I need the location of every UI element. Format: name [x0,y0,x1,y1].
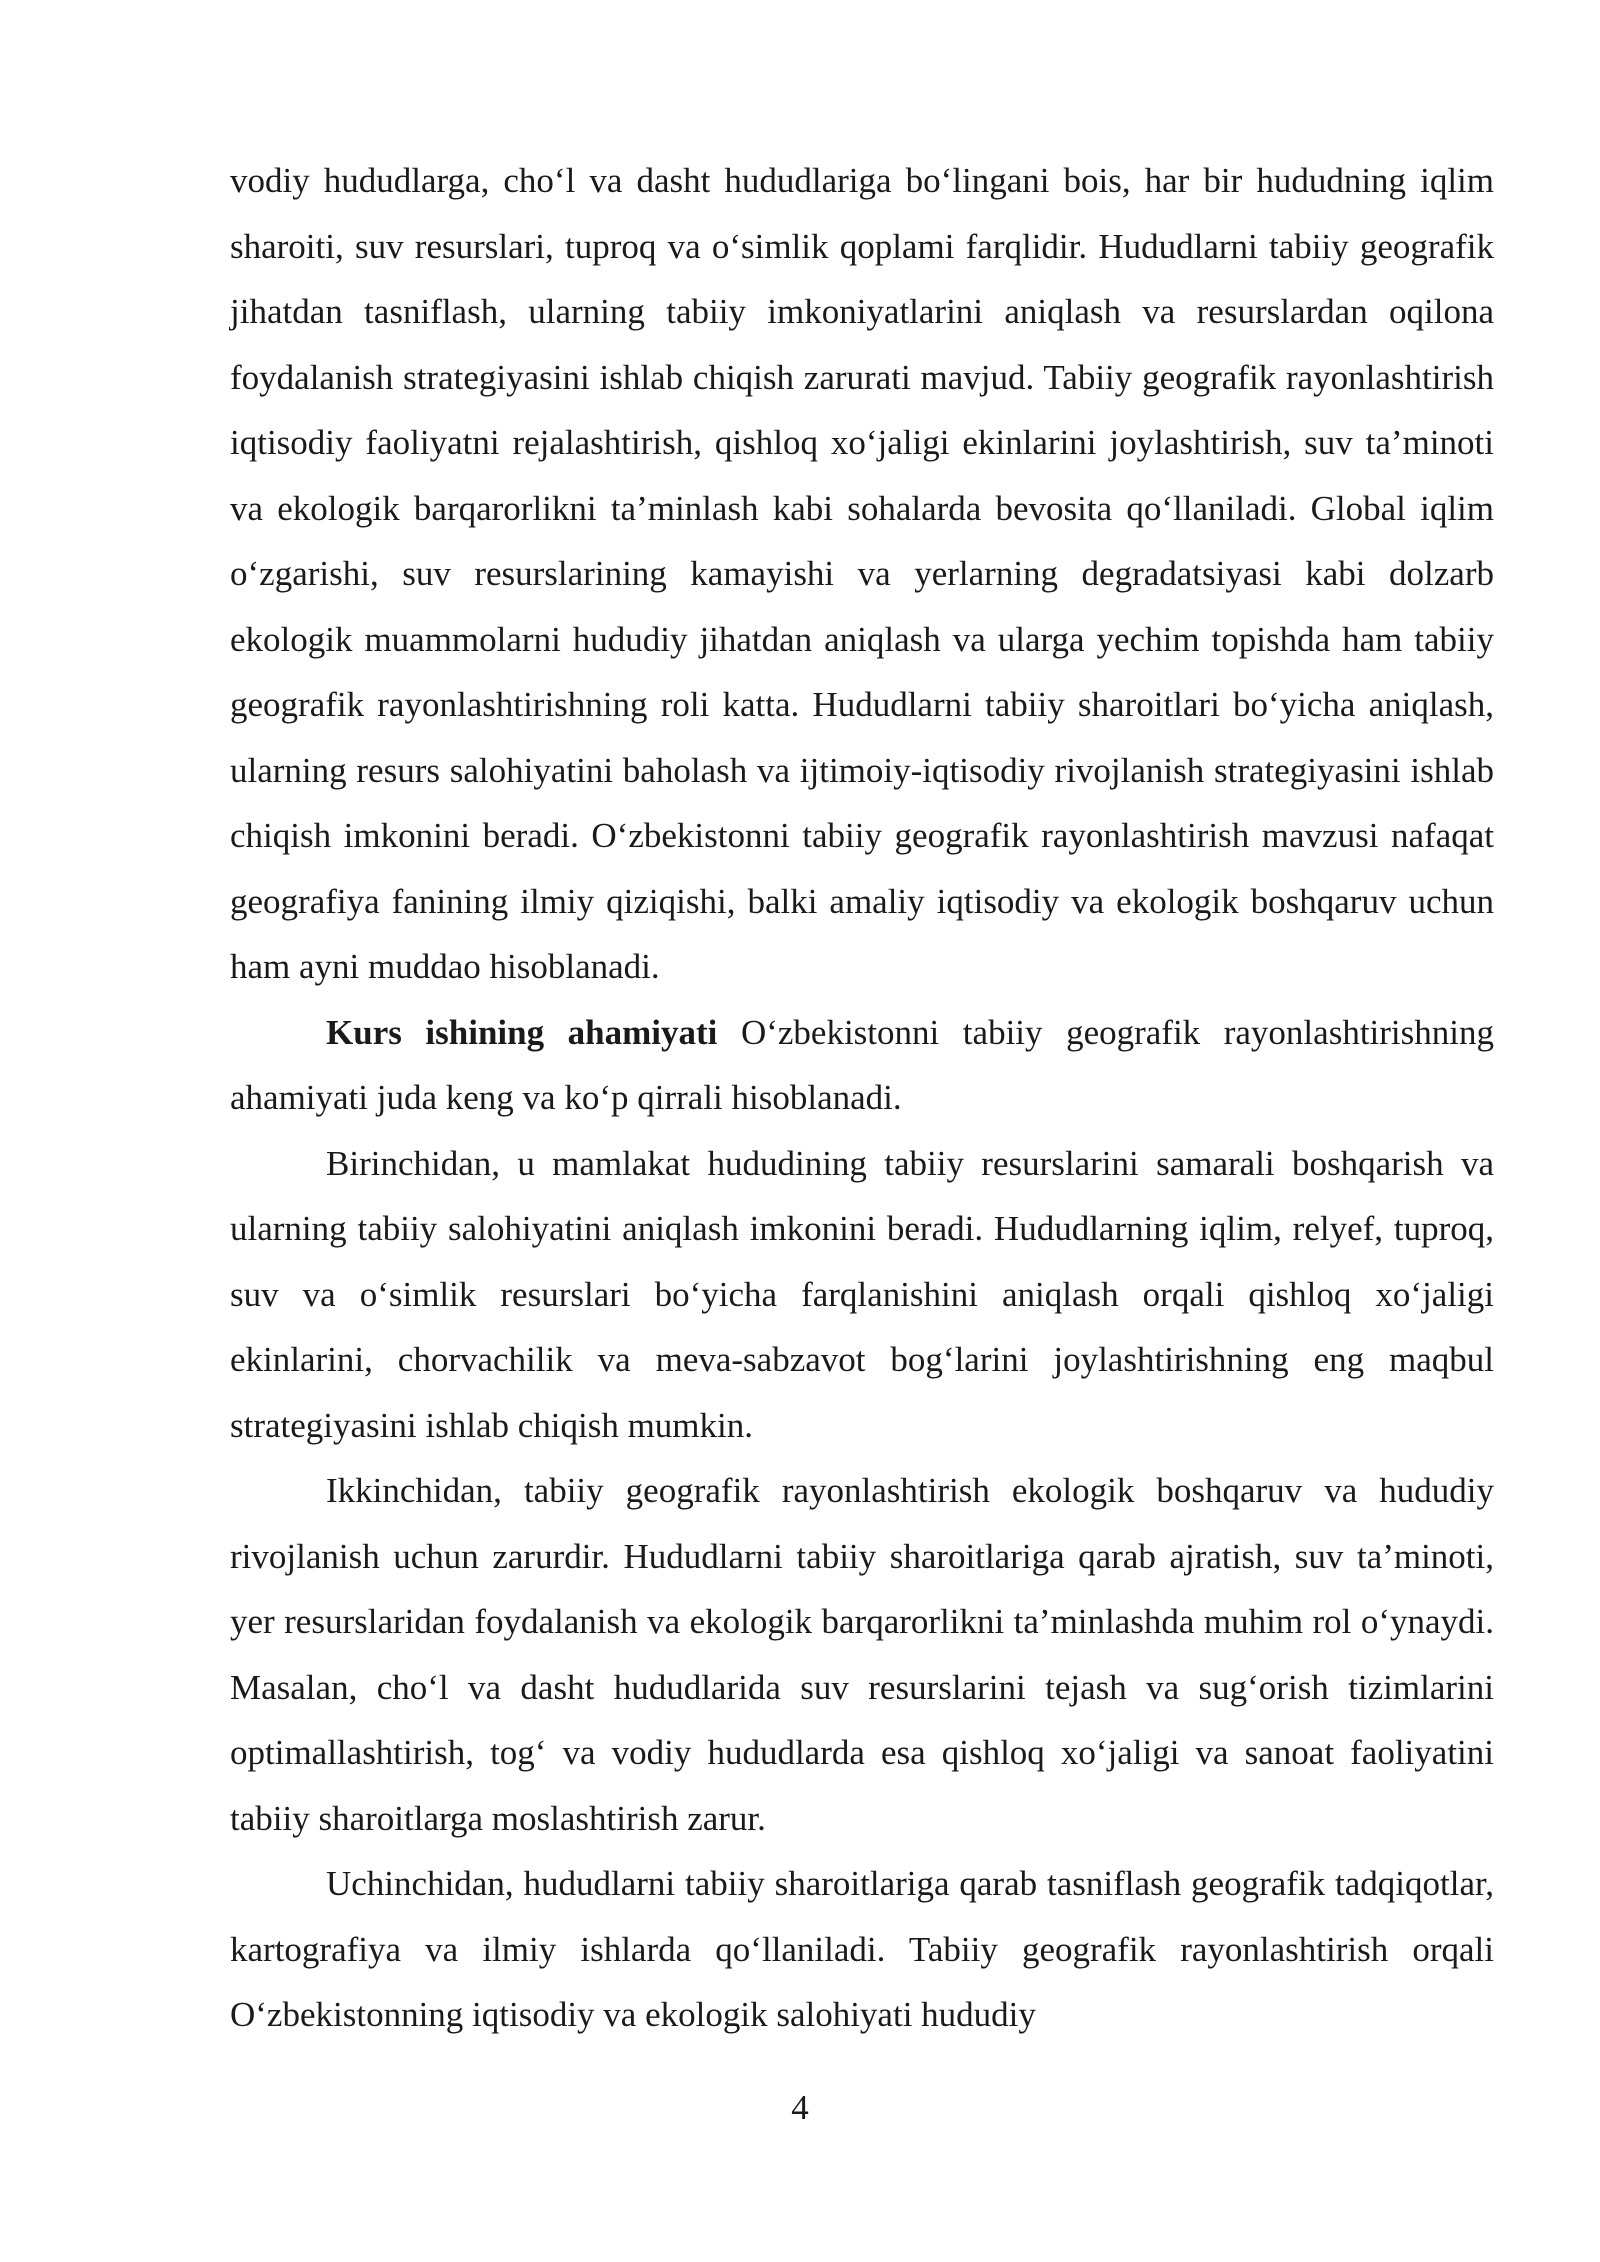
paragraph-course-significance [230,1000,1494,1131]
paragraph-text: Ikkinchidan, tabiiy geografik rayonlashtirish ekologik boshqaruv va hududiy rivojlanish uchun zarurdir. Hududlarni tabiiy sharoitlariga qarab ajratish, suv ta’minoti, yer resurslaridan foydalanish va ekologik barqarorlikni ta’minlashda muhim rol o‘ynaydi. Masalan, cho‘l va dasht hududlarida suv resurslarini tejash va sug‘orish tizimlarini optimallashtirish, tog‘ va vodiy hududlarda esa qishloq xo‘jaligi va sanoat faoliyatini tabiiy sharoitlarga moslashtirish zarur. [230,1471,1494,1838]
paragraph-text: O‘zbekistonni tabiiy geografik rayonlashtirishning ahamiyati juda keng va ko‘p qirrali hisoblanadi. [230,1012,1494,1117]
paragraph-continuation [230,148,1494,1000]
paragraph-text: Uchinchidan, hududlarni tabiiy sharoitlariga qarab tasniflash geografik tadqiqotlar, kartografiya va ilmiy ishlarda qo‘llaniladi. Tabiiy geografik rayonlashtirish orqali O‘zbekistonning iqtisodiy va ekologik salohiyati hududiy [230,1864,1494,2034]
paragraph-text: Birinchidan, u mamlakat hududining tabiiy resurslarini samarali boshqarish va ularning tabiiy salohiyatini aniqlash imkonini beradi. Hududlarning iqlim, relyef, tuproq, suv va o‘simlik resurslari bo‘yicha farqlanishini aniqlash orqali qishloq xo‘jaligi ekinlarini, chorvachilik va meva-sabzavot bog‘larini joylashtirishning eng maqbul strategiyasini ishlab chiqish mumkin. [230,1143,1494,1445]
paragraph-first-point [230,1131,1494,1459]
document-body [230,148,1494,2048]
page-number: 4 [791,2088,809,2127]
paragraph-text: vodiy hududlarga, cho‘l va dasht hududlariga bo‘lingani bois, har bir hududning iqlim sharoiti, suv resurslari, tuproq va o‘simlik qoplami farqlidir. Hududlarni tabiiy geografik jihatdan tasniflash, ularning tabiiy imkoniyatlarini aniqlash va resurslardan oqilona foydalanish strategiyasini ishlab chiqish zarurati mavjud. Tabiiy geografik rayonlashtirish iqtisodiy faoliyatni rejalashtirish, qishloq xo‘jaligi ekinlarini joylashtirish, suv ta’minoti va ekologik barqarorlikni ta’minlash kabi sohalarda bevosita qo‘llaniladi. Global iqlim o‘zgarishi, suv resurslarining kamayishi va yerlarning degradatsiyasi kabi dolzarb ekologik muammolarni hududiy jihatdan aniqlash va ularga yechim topishda ham tabiiy geografik rayonlashtirishning roli katta. Hududlarni tabiiy sharoitlari bo‘yicha aniqlash, ularning resurs salohiyatini baholash va ijtimoiy-iqtisodiy rivojlanish strategiyasini ishlab chiqish imkonini beradi. O‘zbekistonni tabiiy geografik rayonlashtirish mavzusi nafaqat geografiya fanining ilmiy qiziqishi, balki amaliy iqtisodiy va ekologik boshqaruv uchun ham ayni muddao hisoblanadi. [230,161,1494,986]
paragraph-third-point [230,1851,1494,2048]
paragraph-lead-bold: Kurs ishining ahamiyati [326,1012,718,1052]
paragraph-second-point [230,1458,1494,1851]
